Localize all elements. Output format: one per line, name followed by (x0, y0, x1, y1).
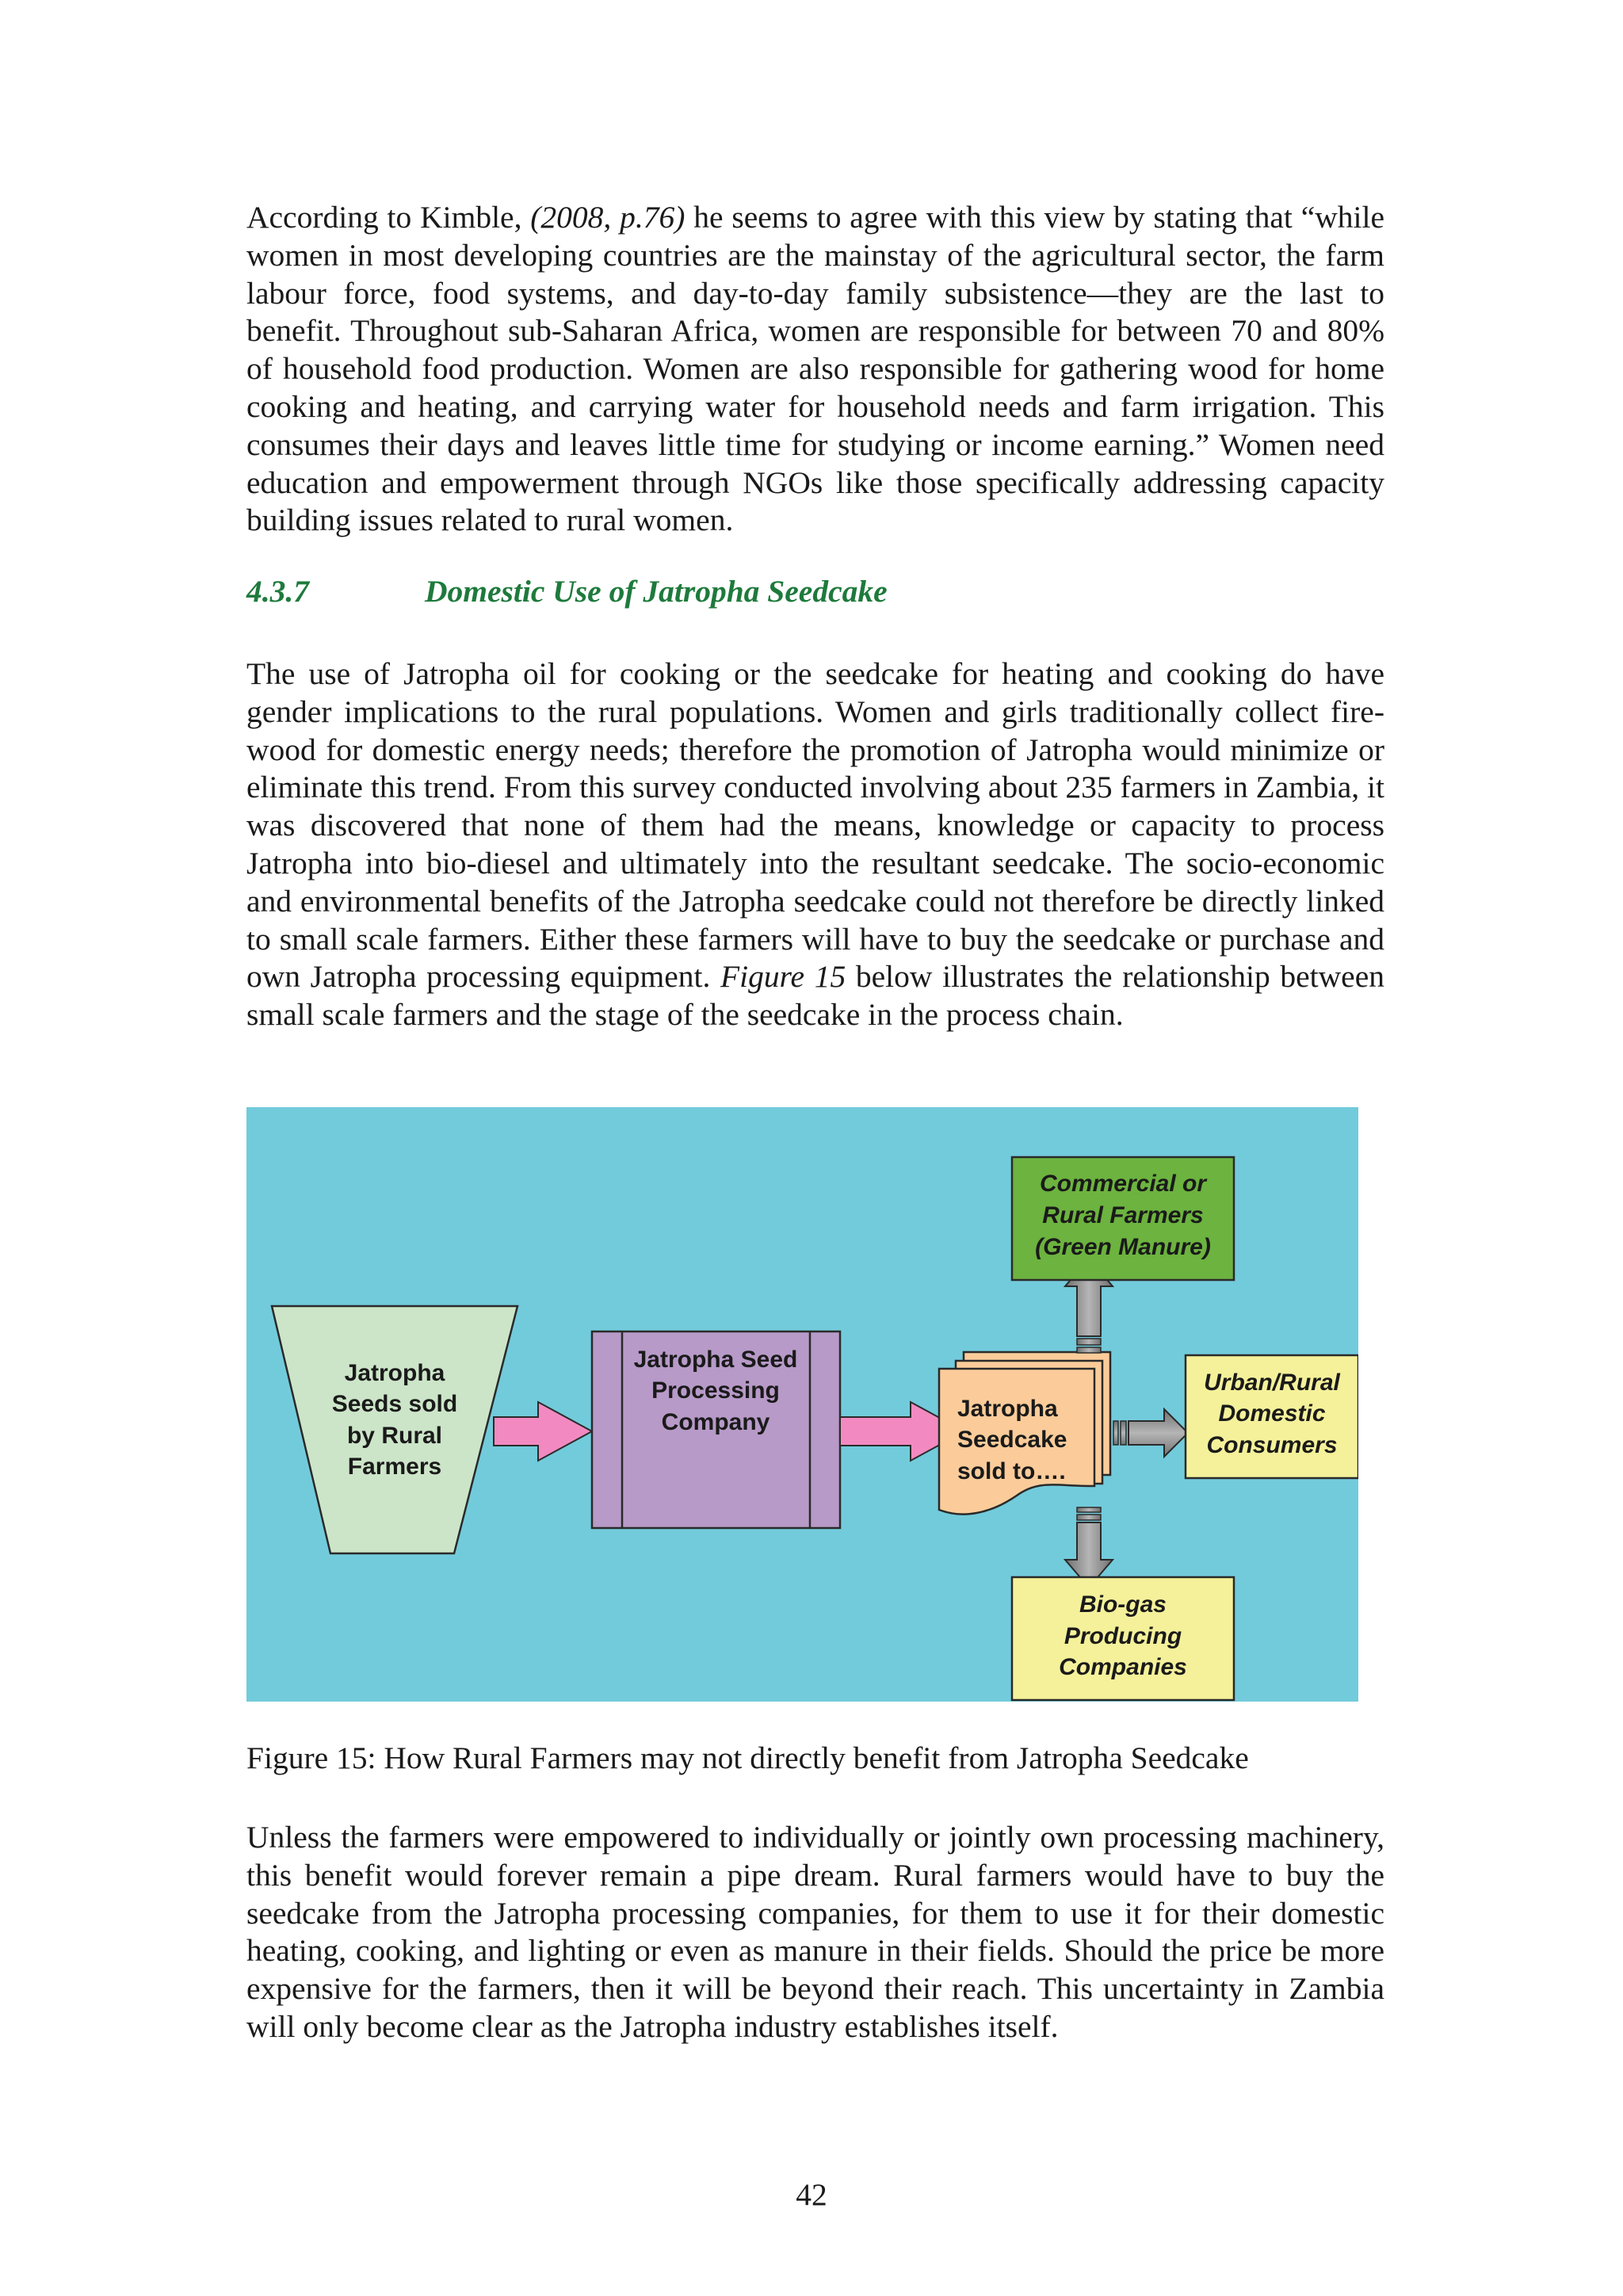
page-number: 42 (796, 2177, 827, 2212)
section-title: Domestic Use of Jatropha Seedcake (425, 574, 888, 609)
paragraph-text: he seems to agree with this view by stating that “while women in most developing countries are the mainstay of the agricultural sector, the farm labour force, food systems, and day-to-day family subsistence—they are the last to benefit. Throughout sub-Saharan Africa, women are responsible for between 70 and 80% of household food production. Women are also responsible for gathering wood for home cooking and heating, and carrying water for household needs and farm irrigation. This consumes their days and leaves little time for studying or income earning.” Women need education and empowerment through NGOs like those specifically addressing capacity building issues related to rural women. (246, 200, 1384, 538)
figure-reference: Figure 15 (720, 959, 846, 995)
figure-caption: Figure 15: How Rural Farmers may not directly benefit from Jatropha Seedcake (246, 1740, 1249, 1775)
seeds-label-1: Jatropha (344, 1360, 445, 1386)
processing-label-2: Processing (651, 1377, 780, 1404)
domestic-label-1: Urban/Rural (1204, 1370, 1340, 1396)
paragraph-conclusion: Unless the farmers were empowered to individually or jointly own processing machinery, this benefit would forever remain a pipe dream. Rural farmers would have to buy the seedcake from the Jatropha processing companies, for them to use it for their domestic heating, cooking, and lighting or even as manure in their fields. Should the price be more expensive for the farmers, then it will be beyond their reach. This uncertainty in Zambia will only become clear as the Jatropha industry establishes itself. (246, 1820, 1384, 2044)
seedcake-label-1: Jatropha (957, 1396, 1058, 1422)
biogas-label-1: Bio-gas (1079, 1591, 1167, 1618)
process-chain-diagram (246, 1107, 1358, 1702)
paragraph-jatropha-use (246, 655, 1384, 1034)
seedcake-label-3: sold to…. (957, 1458, 1066, 1484)
seedcake-label-2: Seedcake (957, 1427, 1067, 1453)
biogas-label-3: Companies (1059, 1654, 1187, 1680)
commercial-label-2: Rural Farmers (1042, 1202, 1204, 1228)
biogas-companies-node (1012, 1577, 1234, 1700)
processing-label-1: Jatropha Seed (633, 1347, 798, 1373)
citation: (2008, p.76) (530, 200, 685, 235)
paragraph-text: The use of Jatropha oil for cooking or the seedcake for heating and cooking do have gender implications to the rural populations. Women and girls traditionally collect fire-wood for domestic energy needs; therefore the promotion of Jatropha would minimize or eliminate this trend. From this survey conducted involving about 235 farmers in Zambia, it was discovered that none of them had the means, knowledge or capacity to process Jatropha into bio-diesel and ultimately into the resultant seedcake. The socio-economic and environmental benefits of the Jatropha seedcake could not therefore be directly linked to small scale farmers. Either these farmers will have to buy the seedcake or purchase and own Jatropha processing equipment. (246, 656, 1384, 995)
commercial-label-3: (Green Manure) (1035, 1234, 1211, 1260)
paragraph-text: According to Kimble, (246, 200, 531, 235)
paragraph-text: below illustrates the relationship between small scale farmers and the stage of the seedcake in the process chain. (246, 959, 1384, 1033)
seeds-label-4: Farmers (347, 1454, 442, 1480)
biogas-label-2: Producing (1064, 1623, 1182, 1649)
domestic-consumers-node (1186, 1355, 1358, 1478)
seeds-label-3: by Rural (346, 1423, 443, 1449)
domestic-label-2: Domestic (1218, 1400, 1326, 1427)
paragraph-kimble (246, 199, 1384, 540)
section-number: 4.3.7 (246, 574, 309, 609)
section-heading (246, 572, 888, 610)
commercial-label-1: Commercial or (1039, 1171, 1207, 1197)
processing-label-3: Company (661, 1409, 770, 1435)
domestic-label-3: Consumers (1206, 1432, 1338, 1458)
commercial-farmers-node (1012, 1157, 1234, 1280)
processing-node (592, 1331, 840, 1528)
seeds-label-2: Seeds sold (331, 1391, 458, 1417)
